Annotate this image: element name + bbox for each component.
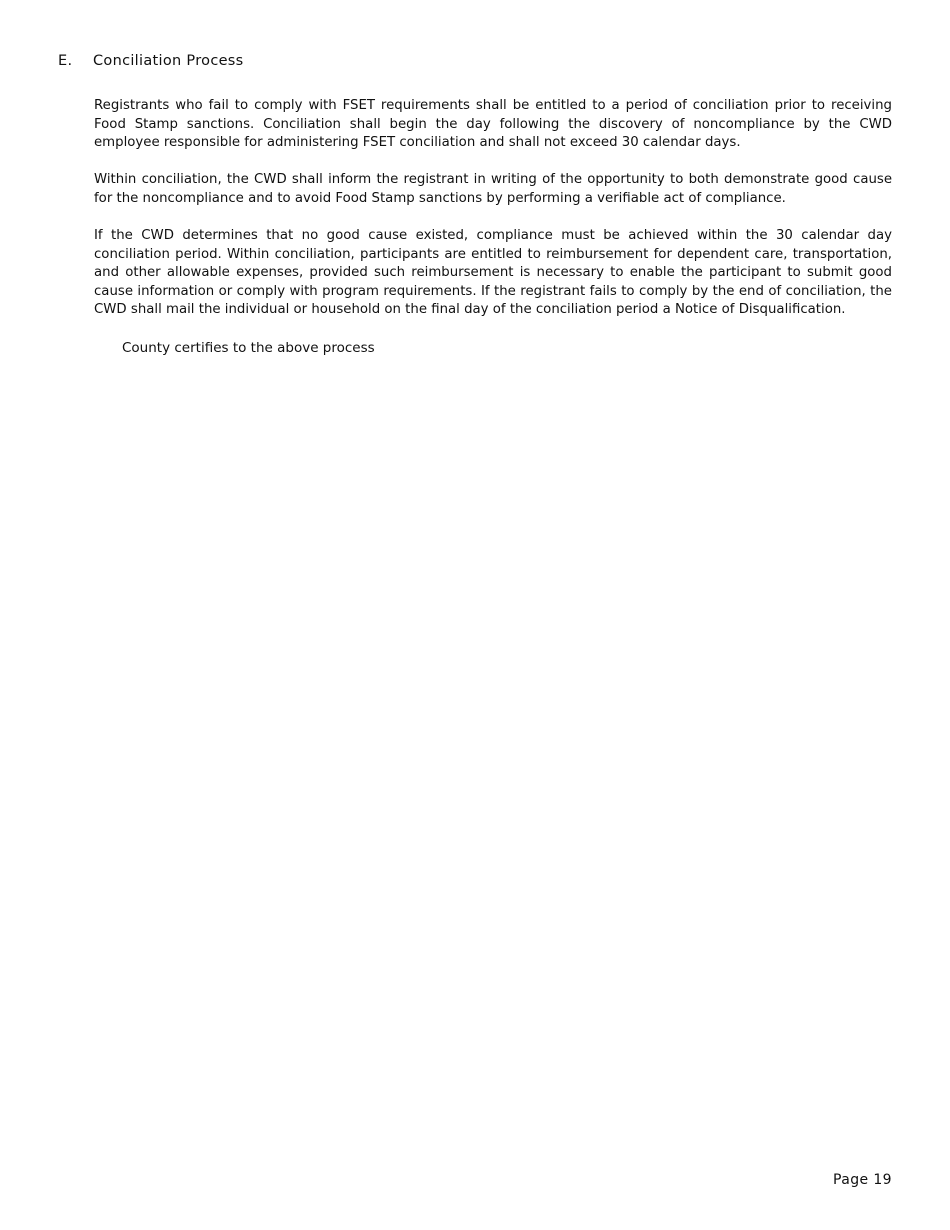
section-heading (58, 53, 244, 69)
county-certification (122, 340, 375, 356)
section-title: Conciliation Process (93, 53, 244, 69)
certification-label: County certifies to the above process (122, 340, 375, 356)
section-letter: E. (58, 53, 73, 69)
paragraph-written-notice: Within conciliation, the CWD shall inform the registrant in writing of the opportunity to both demonstrate good cause for the noncompliance and to avoid Food Stamp sanctions by performing a verifiable act of compliance. (94, 172, 892, 206)
paragraph-no-good-cause: If the CWD determines that no good cause existed, compliance must be achieved within the 30 calendar day conciliation period. Within conciliation, participants are entitled to reimbursement for dependent care, transportation, and other allowable expenses, provided such reimbursement is necessary to enable the participant to submit good cause information or comply with program requirements. If the registrant fails to comply by the end of conciliation, the CWD shall mail the individual or household on the final day of the conciliation period a Notice of Disqualification. (94, 228, 892, 317)
page-number: Page 19 (833, 1172, 892, 1188)
paragraph-conciliation-period: Registrants who fail to comply with FSET requirements shall be entitled to a period of conciliation prior to receiving Food Stamp sanctions. Conciliation shall begin the day following the discovery of noncompliance by the CWD employee responsible for administering FSET conciliation and shall not exceed 30 calendar days. (94, 98, 892, 150)
